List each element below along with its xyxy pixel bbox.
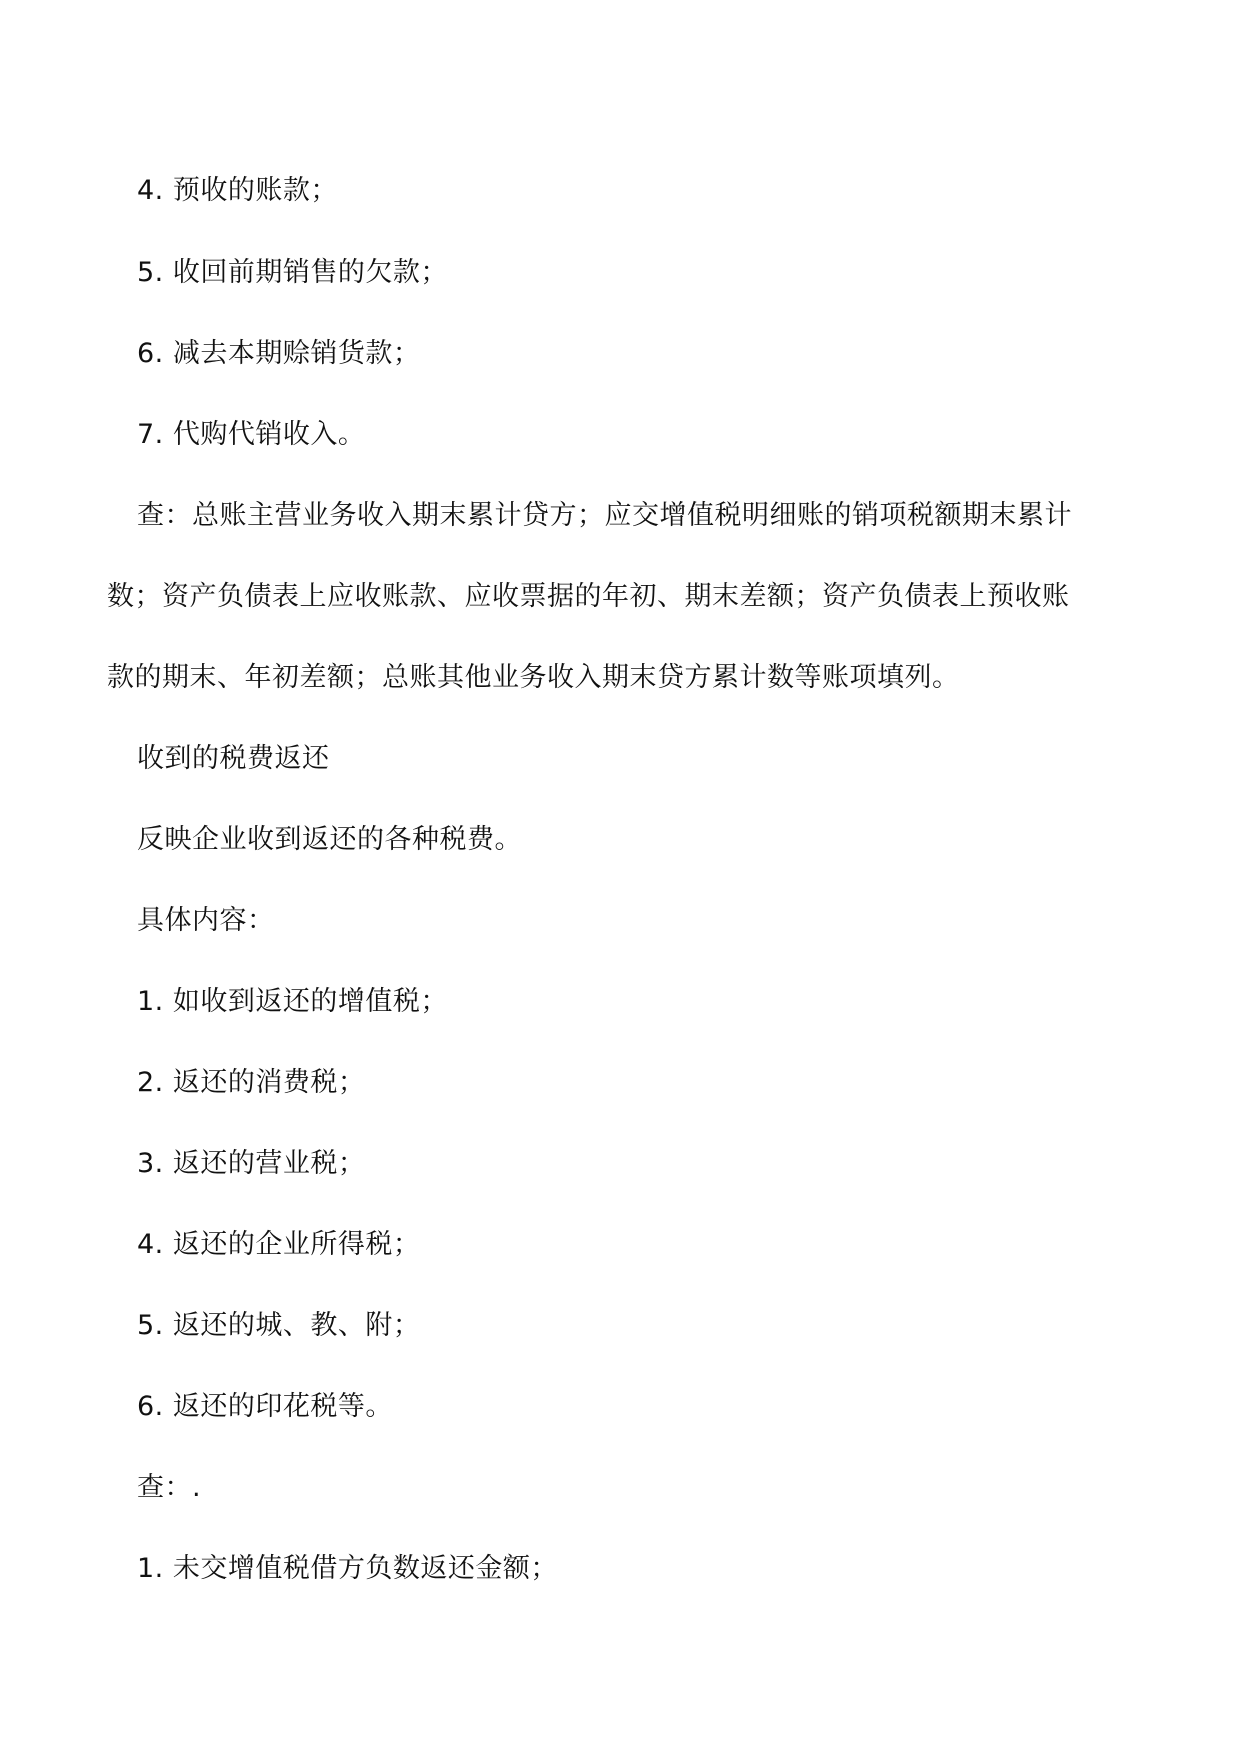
paragraph-8: 1. 如收到返还的增值税；: [137, 986, 448, 1017]
paragraph-5-line-1: 查：总账主营业务收入期末累计贷方；应交增值税明细账的销项税额期末累计: [137, 500, 1072, 531]
paragraph-6: 反映企业收到返还的各种税费。: [137, 824, 522, 855]
paragraph-12: 5. 返还的城、教、附；: [137, 1310, 421, 1341]
paragraph-1: 4. 预收的账款；: [137, 175, 338, 206]
paragraph-3: 6. 减去本期赊销货款；: [137, 338, 421, 369]
paragraph-4: 7. 代购代销收入。: [137, 419, 366, 450]
paragraph-11: 4. 返还的企业所得税；: [137, 1229, 421, 1260]
paragraph-2: 5. 收回前期销售的欠款；: [137, 257, 448, 288]
paragraph-13: 6. 返还的印花税等。: [137, 1391, 393, 1422]
paragraph-7: 具体内容：: [137, 905, 275, 936]
paragraph-14: 查：.: [137, 1472, 202, 1503]
paragraph-5-line-2: 数；资产负债表上应收账款、应收票据的年初、期末差额；资产负债表上预收账: [107, 581, 1070, 612]
paragraph-5-line-3: 款的期末、年初差额；总账其他业务收入期末贷方累计数等账项填列。: [107, 662, 960, 693]
paragraph-10: 3. 返还的营业税；: [137, 1148, 366, 1179]
section-heading: 收到的税费返还: [137, 743, 330, 774]
paragraph-15: 1. 未交增值税借方负数返还金额；: [137, 1553, 558, 1584]
paragraph-9: 2. 返还的消费税；: [137, 1067, 366, 1098]
